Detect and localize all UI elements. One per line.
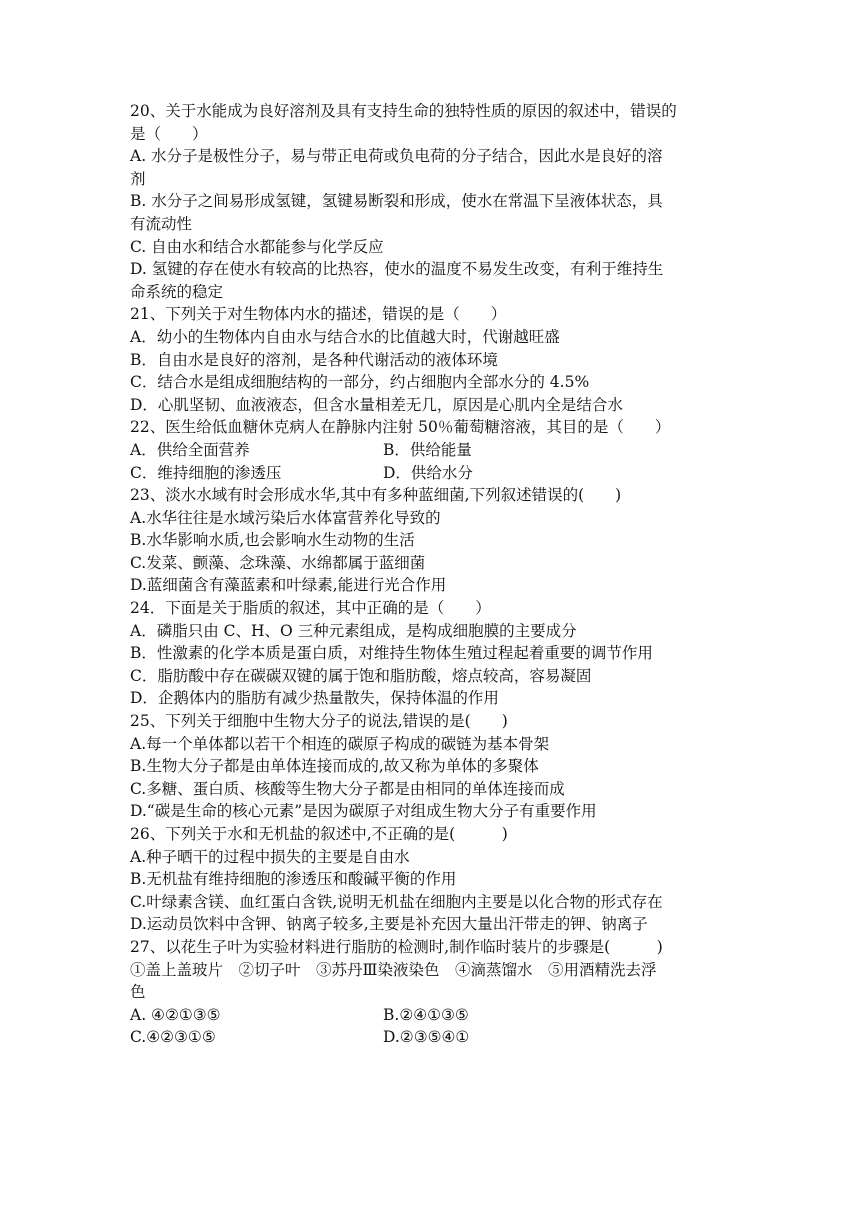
option-row xyxy=(130,462,740,485)
option-a: A．磷脂只由 C、H、O 三种元素组成，是构成细胞膜的主要成分 xyxy=(130,621,577,640)
option-d: D.运动员饮料中含钾、钠离子较多,主要是补充因大量出汗带走的钾、钠离子 xyxy=(130,915,648,934)
option-b: B.水华影响水质,也会影响水生动物的生活 xyxy=(130,531,415,550)
option-row xyxy=(130,1026,740,1049)
question-steps: 色 xyxy=(130,983,146,1002)
question-22 xyxy=(130,416,740,484)
option-a: A. ④②①③⑤ xyxy=(130,1005,221,1024)
option-a: A．供给全面营养 xyxy=(130,440,250,459)
question-stem: 24．下面是关于脂质的叙述，其中正确的是（ ） xyxy=(130,599,491,618)
option-row xyxy=(130,1004,740,1027)
question-sheet xyxy=(130,100,740,1049)
option-a: 剂 xyxy=(130,169,146,188)
option-b: B.生物大分子都是由单体连接而成的,故又称为单体的多聚体 xyxy=(130,757,539,776)
option-b: B.无机盐有维持细胞的渗透压和酸碱平衡的作用 xyxy=(130,870,457,889)
question-stem: 26、下列关于水和无机盐的叙述中,不正确的是( ) xyxy=(130,825,508,843)
question-25 xyxy=(130,710,740,823)
option-d: D.蓝细菌含有藻蓝素和叶绿素,能进行光合作用 xyxy=(130,576,447,595)
option-d: 命系统的稳定 xyxy=(130,282,224,301)
question-stem: 25、下列关于细胞中生物大分子的说法,错误的是( ) xyxy=(130,712,508,731)
question-stem: 是（ ） xyxy=(130,124,208,143)
option-a: A．幼小的生物体内自由水与结合水的比值越大时，代谢越旺盛 xyxy=(130,327,560,346)
question-steps: ①盖上盖玻片 ②切子叶 ③苏丹Ⅲ染液染色 ④滴蒸馏水 ⑤用酒精洗去浮 xyxy=(130,960,657,979)
question-27 xyxy=(130,936,740,1049)
option-d: D．心肌坚韧、血液液态，但含水量相差无几，原因是心肌内全是结合水 xyxy=(130,395,623,414)
question-stem: 23、淡水水域有时会形成水华,其中有多种蓝细菌,下列叙述错误的( ) xyxy=(130,486,622,505)
option-c: C.叶绿素含镁、血红蛋白含铁,说明无机盐在细胞内主要是以化合物的形式存在 xyxy=(130,892,663,911)
option-d: D.“碳是生命的核心元素”是因为碳原子对组成生物大分子有重要作用 xyxy=(130,802,597,821)
option-a: A.水华往往是水域污染后水体富营养化导致的 xyxy=(130,508,441,527)
option-d: D．供给水分 xyxy=(383,463,473,482)
option-c: C.多糖、蛋白质、核酸等生物大分子都是由相同的单体连接而成 xyxy=(130,779,565,798)
option-b: 有流动性 xyxy=(130,214,193,233)
option-a: A.种子晒干的过程中损失的主要是自由水 xyxy=(130,847,410,866)
question-26 xyxy=(130,823,740,936)
option-d: D.②③⑤④① xyxy=(383,1028,470,1047)
option-c: C. 自由水和结合水都能参与化学反应 xyxy=(130,237,384,256)
option-c: C.④②③①⑤ xyxy=(130,1028,216,1047)
question-24 xyxy=(130,597,740,710)
question-stem: 27、以花生子叶为实验材料进行脂肪的检测时,制作临时装片的步骤是( ) xyxy=(130,937,663,956)
option-b: B．性激素的化学本质是蛋白质，对维持生物体生殖过程起着重要的调节作用 xyxy=(130,644,653,663)
question-20 xyxy=(130,100,740,303)
option-b: B. 水分子之间易形成氢键，氢键易断裂和形成，使水在常温下呈液体状态，具 xyxy=(130,192,663,211)
question-23 xyxy=(130,484,740,597)
option-a: A. 水分子是极性分子，易与带正电荷或负电荷的分子结合，因此水是良好的溶 xyxy=(130,147,663,166)
question-stem: 21、下列关于对生物体内水的描述，错误的是（ ） xyxy=(130,305,507,324)
option-a: A.每一个单体都以若干个相连的碳原子构成的碳链为基本骨架 xyxy=(130,734,550,753)
option-c: C.发菜、颤藻、念珠藻、水绵都属于蓝细菌 xyxy=(130,553,426,572)
question-stem: 22、医生给低血糖休克病人在静脉内注射 50％葡萄糖溶液，其目的是（ ） xyxy=(130,418,671,437)
option-d: D. 氢键的存在使水有较高的比热容，使水的温度不易发生改变，有利于维持生 xyxy=(130,260,664,279)
option-d: D．企鹅体内的脂肪有减少热量散失，保持体温的作用 xyxy=(130,689,499,708)
option-c: C．维持细胞的渗透压 xyxy=(130,463,282,482)
option-row xyxy=(130,439,740,462)
option-b: B．自由水是良好的溶剂，是各种代谢活动的液体环境 xyxy=(130,350,498,369)
option-c: C．结合水是组成细胞结构的一部分，约占细胞内全部水分的 4.5% xyxy=(130,373,590,392)
question-stem: 20、关于水能成为良好溶剂及具有支持生命的独特性质的原因的叙述中，错误的 xyxy=(130,102,677,120)
option-b: B．供给能量 xyxy=(383,440,472,459)
option-c: C．脂肪酸中存在碳碳双键的属于饱和脂肪酸，熔点较高，容易凝固 xyxy=(130,666,592,685)
question-21 xyxy=(130,303,740,416)
option-b: B.②④①③⑤ xyxy=(383,1005,469,1024)
